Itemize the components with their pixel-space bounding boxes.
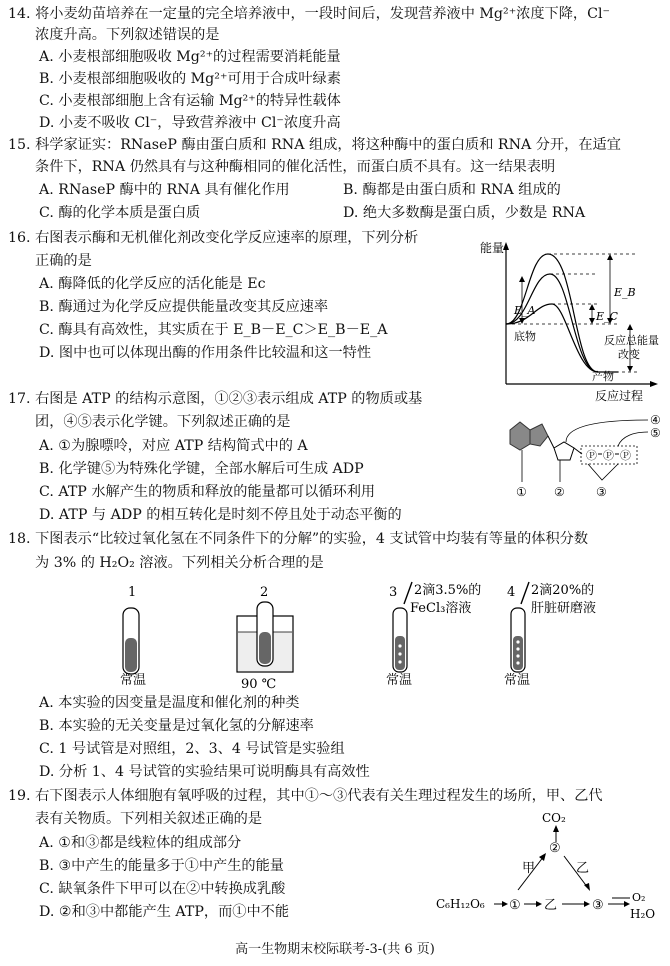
q16-option-b: B. 酶通过为化学反应提供能量改变其反应速率 [39,299,329,315]
substrate-label: 底物 [514,330,536,343]
phosphate-2: Ⓟ [603,449,614,462]
bond-4-label: ④ [650,413,661,427]
q17-option-b: B. 化学键⑤为特殊化学键，全部水解后可生成 ADP [39,461,364,477]
energy-x-label: 反应过程 [595,389,644,403]
tube-2-condition: 90 ℃ [241,677,277,690]
q17-stem-line2: 团，④⑤表示化学键。下列叙述正确的是 [35,414,291,430]
h2o-label: H₂O [630,907,656,921]
q14-option-c: C. 小麦根部细胞上含有运输 Mg²⁺的特异性载体 [39,93,341,109]
q18-option-a: A. 本实验的因变量是温度和催化剂的种类 [39,695,300,711]
tube-4-condition: 常温 [504,673,531,688]
tube-4-additive-1: 2滴20%的 [531,583,595,598]
q16-stem-line2: 正确的是 [35,253,92,269]
ec-label: E_C [596,310,618,323]
glucose-label: C₆H₁₂O₆ [436,897,485,911]
q19-option-a: A. ①和③都是线粒体的组成部分 [39,835,242,851]
total-change-label-1: 反应总能量 [604,334,659,347]
page-footer: 高一生物期末校际联考-3-(共 6 页) [235,942,435,957]
ea-label: E_A [514,304,536,317]
q17-option-c: C. ATP 水解产生的物质和释放的能量都可以循环利用 [39,484,376,500]
energy-diagram [478,232,668,410]
q18-option-b: B. 本实验的无关变量是过氧化氢的分解速率 [39,718,314,734]
total-change-label-2: 改变 [618,348,640,361]
q14-option-d: D. 小麦不吸收 Cl⁻，导致营养液中 Cl⁻浓度升高 [39,115,341,131]
tube-2-number: 2 [260,585,269,600]
q18-stem-line2: 为 3% 的 H₂O₂ 溶液。下列相关分析合理的是 [35,555,324,571]
q15-option-c: C. 酶的化学本质是蛋白质 [39,205,201,221]
tube-3-additive-1: 2滴3.5%的 [414,583,482,598]
site-1-label: ① [509,898,521,913]
tube-1-condition: 常温 [120,673,147,688]
q19-option-d: D. ②和③中都能产生 ATP，而①中不能 [39,904,290,920]
q14-option-a: A. 小麦根部细胞吸收 Mg²⁺的过程需要消耗能量 [39,49,341,65]
phosphate-3: Ⓟ [620,449,631,462]
q17-option-a: A. ①为腺嘌呤，对应 ATP 结构简式中的 A [39,438,308,454]
q15-option-d: D. 绝大多数酶是蛋白质，少数是 RNA [343,205,586,221]
q18-option-d: D. 分析 1、4 号试管的实验结果可说明酶具有高效性 [39,764,370,780]
q17-stem-line1: 17. 右图是 ATP 的结构示意图，①②③表示组成 ATP 的物质或基 [8,391,423,407]
test-tube-experiment [90,580,650,690]
q19-option-c: C. 缺氧条件下甲可以在②中转换成乳酸 [39,881,286,897]
tube-3-additive-2: FeCl₃溶液 [410,601,472,616]
q14-stem-line1: 14. 将小麦幼苗培养在一定量的完全培养液中，一段时间后，发现营养液中 Mg²⁺浓度下降，Cl⁻ [8,6,611,22]
part-2-label: ② [554,485,565,498]
q19-option-b: B. ③中产生的能量多于①中产生的能量 [39,858,284,874]
q16-option-d: D. 图中也可以体现出酶的作用条件比较温和这一特性 [39,345,372,361]
aerobic-respiration-diagram [436,806,666,924]
tube-3-condition: 常温 [386,673,413,688]
q15-stem-line1: 15. 科学家证实：RNaseP 酶由蛋白质和 RNA 组成，将这种酶中的蛋白质和 RNA 分开，在适宜 [8,137,621,153]
substance-yi-upper-label: 乙 [576,861,590,876]
q18-option-c: C. 1 号试管是对照组，2、3、4 号试管是实验组 [39,741,345,757]
energy-y-label: 能量 [480,241,505,255]
q15-option-a: A. RNaseP 酶中的 RNA 具有催化作用 [39,182,290,198]
tube-3-number: 3 [389,585,398,600]
q15-option-b: B. 酶都是由蛋白质和 RNA 组成的 [343,182,561,198]
tube-4-number: 4 [507,585,516,600]
q16-stem-line1: 16. 右图表示酶和无机催化剂改变化学反应速率的原理，下列分析 [8,230,419,246]
tube-4-additive-2: 肝脏研磨液 [531,601,597,616]
part-1-label: ① [516,485,527,498]
q19-stem-line2: 表有关物质。下列相关叙述正确的是 [35,811,263,827]
q16-option-a: A. 酶降低的化学反应的活化能是 Ec [39,276,266,292]
q18-stem-line1: 18. 下图表示“比较过氧化氢在不同条件下的分解”的实验，4 支试管中均装有等量的体积分数 [8,531,589,547]
q15-stem-line2: 条件下，RNA 仍然具有与这种酶相同的催化活性，而蛋白质不具有。这一结果表明 [35,159,556,175]
product-label: 产物 [592,370,614,383]
eb-label: E_B [614,286,636,299]
phosphate-1: Ⓟ [586,449,597,462]
site-3-label: ③ [592,898,604,913]
atp-structure-diagram [498,406,668,498]
co2-label: CO₂ [542,811,566,825]
tube-1-number: 1 [128,585,137,600]
q19-stem-line1: 19. 右下图表示人体细胞有氧呼吸的过程，其中①～③代表有关生理过程发生的场所，甲、乙代 [8,788,603,804]
part-3-label: ③ [596,485,607,498]
bond-5-label: ⑤ [650,426,661,440]
q16-option-c: C. 酶具有高效性，其实质在于 E_B－E_C＞E_B－E_A [39,322,388,338]
q17-option-d: D. ATP 与 ADP 的相互转化是时刻不停且处于动态平衡的 [39,507,402,523]
q14-option-b: B. 小麦根部细胞吸收的 Mg²⁺可用于合成叶绿素 [39,71,341,87]
substance-jia-label: 甲 [522,861,536,876]
q14-stem-line2: 浓度升高。下列叙述错误的是 [35,27,220,43]
site-2-label: ② [549,841,561,856]
substance-yi-lower-label: 乙 [544,898,558,913]
o2-label: O₂ [632,891,646,904]
